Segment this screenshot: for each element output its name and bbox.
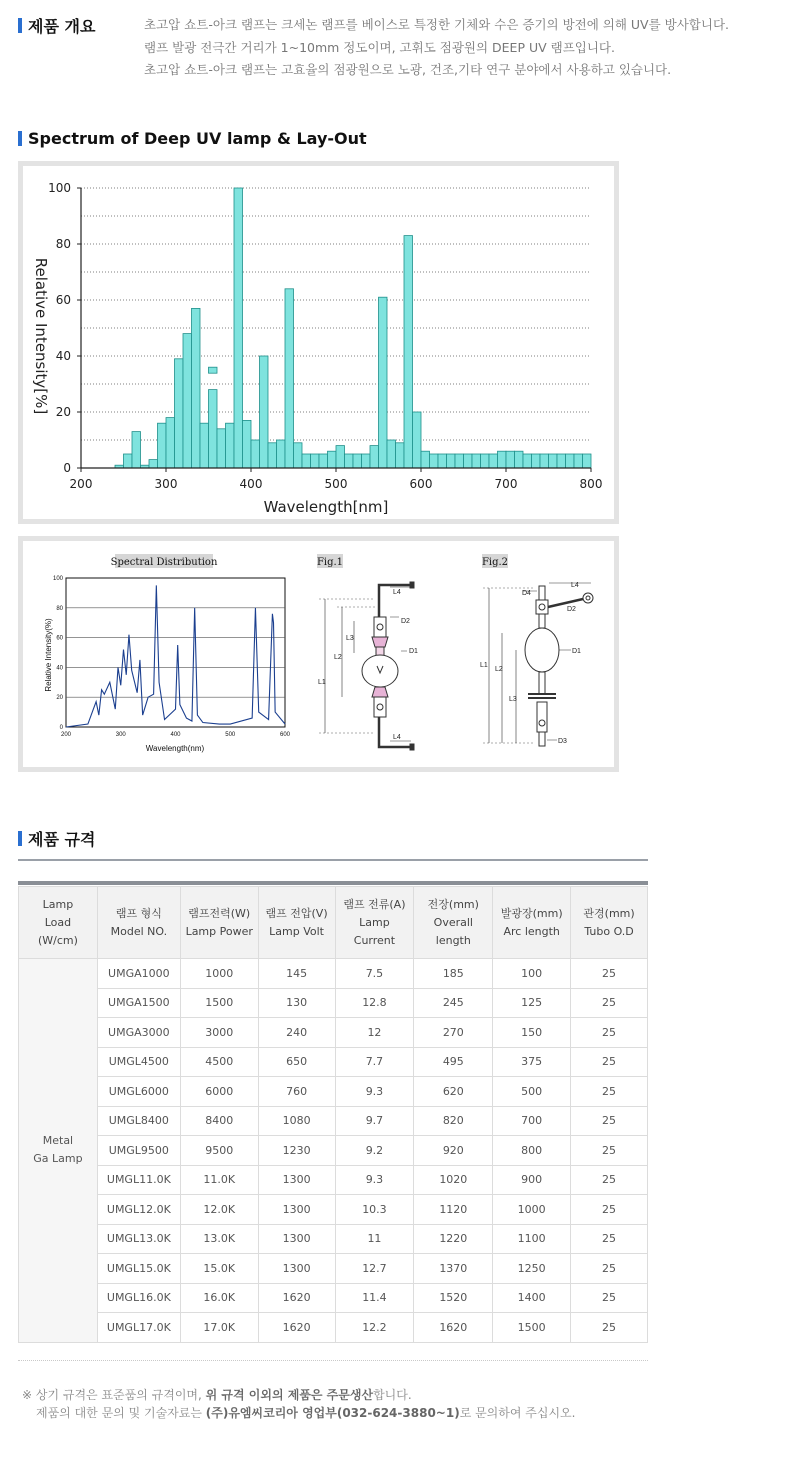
fig2-label: L1 bbox=[480, 662, 488, 669]
spectrum-bar bbox=[353, 454, 362, 468]
table-cell: UMGL16.0K bbox=[97, 1283, 180, 1313]
fig2-label: D1 bbox=[572, 648, 581, 655]
table-cell: 3000 bbox=[180, 1018, 258, 1048]
section-marker-icon bbox=[18, 131, 22, 146]
x-tick-label: 400 bbox=[170, 732, 181, 738]
x-axis-label: Wavelength[nm] bbox=[263, 498, 389, 516]
table-cell: 1300 bbox=[258, 1224, 335, 1254]
y-tick-label: 60 bbox=[56, 635, 63, 642]
overview-line: 램프 발광 전극간 거리가 1~10mm 정도이며, 고휘도 점광원의 DEEP UV 램프입니다. bbox=[144, 39, 615, 55]
spectrum-bar bbox=[192, 308, 201, 468]
table-row bbox=[19, 1165, 648, 1195]
column-header: 전장(mm) Overall length bbox=[414, 887, 493, 959]
table-cell: 700 bbox=[493, 1106, 571, 1136]
y-tick-label: 40 bbox=[55, 349, 71, 363]
x-tick-label: 800 bbox=[579, 477, 603, 491]
table-cell: 25 bbox=[571, 1195, 648, 1225]
x-axis-label: Wavelength(nm) bbox=[145, 744, 205, 753]
fig2-title: Fig.2 bbox=[481, 557, 509, 568]
table-cell: 1500 bbox=[493, 1313, 571, 1343]
table-cell: 4500 bbox=[180, 1047, 258, 1077]
table-cell: UMGL12.0K bbox=[97, 1195, 180, 1225]
table-cell: 1080 bbox=[258, 1106, 335, 1136]
fig1-label: L3 bbox=[346, 635, 354, 642]
spectrum-bar bbox=[379, 297, 388, 468]
y-axis-label: Relative Intensity(%) bbox=[44, 618, 53, 692]
spectrum-bar bbox=[294, 443, 303, 468]
table-cell: 13.0K bbox=[180, 1224, 258, 1254]
table-cell: 7.7 bbox=[335, 1047, 414, 1077]
fig1-label: D2 bbox=[401, 618, 410, 625]
spectrum-bar bbox=[217, 429, 226, 468]
table-row bbox=[19, 988, 648, 1018]
table-cell: 12.0K bbox=[180, 1195, 258, 1225]
column-header: Lamp Load (W/cm) bbox=[19, 887, 98, 959]
spectrum-bar bbox=[506, 451, 515, 468]
table-cell: 25 bbox=[571, 1224, 648, 1254]
section-marker-icon bbox=[18, 831, 22, 846]
spectrum-bar bbox=[583, 454, 592, 468]
table-cell: 920 bbox=[414, 1136, 493, 1166]
table-cell: 1120 bbox=[414, 1195, 493, 1225]
spectrum-bar-marker bbox=[209, 367, 218, 373]
spectrum-bar bbox=[464, 454, 473, 468]
fig1-label: D1 bbox=[409, 648, 418, 655]
spectrum-bar bbox=[124, 454, 133, 468]
fig1-title: Fig.1 bbox=[316, 557, 344, 568]
table-cell: 25 bbox=[571, 1136, 648, 1166]
x-tick-label: 300 bbox=[154, 477, 178, 491]
table-cell: 8400 bbox=[180, 1106, 258, 1136]
column-header: 발광장(mm) Arc length bbox=[493, 887, 571, 959]
spectrum-bar bbox=[566, 454, 575, 468]
table-cell: UMGA1500 bbox=[97, 988, 180, 1018]
table-row bbox=[19, 1136, 648, 1166]
table-cell: UMGL17.0K bbox=[97, 1313, 180, 1343]
layout-figures bbox=[23, 541, 614, 767]
table-cell: 1000 bbox=[493, 1195, 571, 1225]
table-cell: 15.0K bbox=[180, 1254, 258, 1284]
spectrum-bar bbox=[362, 454, 371, 468]
x-tick-label: 400 bbox=[239, 477, 263, 491]
table-row bbox=[19, 959, 648, 989]
table-cell: 1250 bbox=[493, 1254, 571, 1284]
spectrum-bar bbox=[540, 454, 549, 468]
table-row bbox=[19, 1254, 648, 1284]
spectrum-bar bbox=[166, 418, 175, 468]
spectrum-bar bbox=[549, 454, 558, 468]
spectrum-title: Spectrum of Deep UV lamp & Lay-Out bbox=[18, 129, 367, 148]
table-cell: 620 bbox=[414, 1077, 493, 1107]
lamp-type-cell: Metal Ga Lamp bbox=[19, 959, 98, 1343]
table-cell: 25 bbox=[571, 1077, 648, 1107]
table-header-row bbox=[19, 887, 648, 959]
table-cell: UMGL4500 bbox=[97, 1047, 180, 1077]
y-tick-label: 100 bbox=[48, 181, 71, 195]
spectrum-bar bbox=[430, 454, 439, 468]
table-cell: 12.8 bbox=[335, 988, 414, 1018]
table-cell: 1300 bbox=[258, 1195, 335, 1225]
table-bottom-border bbox=[18, 1360, 648, 1364]
fig2-label: D3 bbox=[558, 738, 567, 745]
table-cell: 25 bbox=[571, 1018, 648, 1048]
table-cell: 1370 bbox=[414, 1254, 493, 1284]
spectrum-bar bbox=[200, 423, 209, 468]
spectrum-bar bbox=[260, 356, 269, 468]
table-row bbox=[19, 1018, 648, 1048]
footer-note: ※ 상기 규격은 표준품의 규격이며, 위 규격 이외의 제품은 주문생산합니다. 제품의 대한 문의 및 기술자료는 (주)유엠씨코리아 영업부(032-624-3880~1)로 문의하여 주십시오. bbox=[22, 1388, 576, 1420]
spectrum-bar bbox=[370, 446, 379, 468]
spectrum-bar bbox=[481, 454, 490, 468]
table-cell: 17.0K bbox=[180, 1313, 258, 1343]
spectrum-bar bbox=[183, 334, 192, 468]
table-cell: 1220 bbox=[414, 1224, 493, 1254]
y-tick-label: 40 bbox=[56, 665, 63, 672]
table-cell: 7.5 bbox=[335, 959, 414, 989]
fig1-label: L2 bbox=[334, 654, 342, 661]
table-cell: 240 bbox=[258, 1018, 335, 1048]
layout-figure-frame bbox=[18, 536, 619, 772]
spectrum-bar-chart bbox=[23, 166, 614, 519]
spectral-distribution-title: Spectral Distribution bbox=[110, 557, 218, 568]
table-cell: 12 bbox=[335, 1018, 414, 1048]
spectrum-bar bbox=[251, 440, 260, 468]
spectrum-bar bbox=[498, 451, 507, 468]
y-tick-label: 60 bbox=[55, 293, 71, 307]
spectrum-bar bbox=[158, 423, 167, 468]
table-cell: 25 bbox=[571, 1313, 648, 1343]
spectrum-bar bbox=[532, 454, 541, 468]
table-cell: UMGA1000 bbox=[97, 959, 180, 989]
table-cell: 270 bbox=[414, 1018, 493, 1048]
table-cell: 1230 bbox=[258, 1136, 335, 1166]
spectrum-bar bbox=[319, 454, 328, 468]
overview-text bbox=[144, 14, 729, 82]
spectrum-bar bbox=[523, 454, 532, 468]
spectrum-bar bbox=[328, 451, 337, 468]
table-cell: 25 bbox=[571, 1047, 648, 1077]
table-cell: 1400 bbox=[493, 1283, 571, 1313]
table-cell: 375 bbox=[493, 1047, 571, 1077]
table-cell: 820 bbox=[414, 1106, 493, 1136]
spectrum-bar bbox=[175, 359, 184, 468]
spectrum-bar bbox=[455, 454, 464, 468]
x-tick-label: 300 bbox=[115, 732, 126, 738]
table-cell: 25 bbox=[571, 1106, 648, 1136]
table-cell: 25 bbox=[571, 1165, 648, 1195]
table-cell: 11.0K bbox=[180, 1165, 258, 1195]
spectrum-bar bbox=[421, 451, 430, 468]
table-cell: 245 bbox=[414, 988, 493, 1018]
overview-line: 초고압 쇼트-아크 램프는 고효율의 점광원으로 노광, 건조,기타 연구 분야에서 사용하고 있습니다. bbox=[144, 62, 672, 77]
specs-title: 제품 규격 bbox=[18, 827, 95, 850]
spec-table bbox=[18, 886, 648, 1343]
spectrum-bar bbox=[404, 236, 413, 468]
table-row bbox=[19, 1224, 648, 1254]
table-cell: 1520 bbox=[414, 1283, 493, 1313]
fig2-label: D2 bbox=[567, 606, 576, 613]
table-cell: 12.7 bbox=[335, 1254, 414, 1284]
table-cell: 130 bbox=[258, 988, 335, 1018]
fig2-lamp-drawing bbox=[483, 583, 593, 746]
table-cell: 9.3 bbox=[335, 1077, 414, 1107]
x-tick-label: 200 bbox=[60, 732, 72, 738]
x-tick-label: 500 bbox=[225, 732, 236, 738]
table-cell: 145 bbox=[258, 959, 335, 989]
table-cell: 25 bbox=[571, 959, 648, 989]
y-tick-label: 80 bbox=[55, 237, 71, 251]
x-tick-label: 600 bbox=[279, 732, 291, 738]
x-tick-label: 500 bbox=[324, 477, 348, 491]
table-cell: 6000 bbox=[180, 1077, 258, 1107]
table-cell: 150 bbox=[493, 1018, 571, 1048]
table-cell: UMGL11.0K bbox=[97, 1165, 180, 1195]
table-cell: 900 bbox=[493, 1165, 571, 1195]
table-row bbox=[19, 1047, 648, 1077]
table-cell: 1620 bbox=[258, 1283, 335, 1313]
fig2-label: L4 bbox=[571, 582, 579, 589]
spectrum-bar bbox=[268, 443, 277, 468]
fig1-lamp-drawing bbox=[319, 582, 414, 750]
section-marker-icon bbox=[18, 18, 22, 33]
spectrum-bar bbox=[345, 454, 354, 468]
x-tick-label: 700 bbox=[494, 477, 518, 491]
spectrum-bar bbox=[515, 451, 524, 468]
spectrum-bar bbox=[557, 454, 566, 468]
table-cell: 1000 bbox=[180, 959, 258, 989]
spectrum-chart-frame bbox=[18, 161, 619, 524]
table-cell: 9.2 bbox=[335, 1136, 414, 1166]
spectrum-bar bbox=[438, 454, 447, 468]
y-axis-label: Relative Intensity[%] bbox=[32, 257, 50, 415]
table-cell: UMGA3000 bbox=[97, 1018, 180, 1048]
y-tick-label: 0 bbox=[59, 725, 63, 731]
y-tick-label: 20 bbox=[56, 695, 63, 702]
spectrum-bar bbox=[311, 454, 320, 468]
spectrum-bar bbox=[243, 420, 252, 468]
table-cell: 1300 bbox=[258, 1165, 335, 1195]
overview-title: 제품 개요 bbox=[18, 14, 95, 37]
table-row bbox=[19, 1313, 648, 1343]
table-cell: 1620 bbox=[258, 1313, 335, 1343]
fig2-label: L2 bbox=[495, 666, 503, 673]
table-cell: 25 bbox=[571, 1283, 648, 1313]
fig1-label: L4 bbox=[393, 589, 401, 596]
y-tick-label: 0 bbox=[63, 461, 71, 475]
x-tick-label: 600 bbox=[409, 477, 433, 491]
table-cell: 11.4 bbox=[335, 1283, 414, 1313]
table-cell: 16.0K bbox=[180, 1283, 258, 1313]
spectrum-bar bbox=[336, 446, 345, 468]
table-row bbox=[19, 1077, 648, 1107]
table-cell: 500 bbox=[493, 1077, 571, 1107]
fig1-label: L4 bbox=[393, 734, 401, 741]
table-cell: UMGL8400 bbox=[97, 1106, 180, 1136]
fig2-label: D4 bbox=[522, 590, 531, 597]
table-cell: 25 bbox=[571, 1254, 648, 1284]
x-tick-label: 200 bbox=[69, 477, 93, 491]
table-cell: 650 bbox=[258, 1047, 335, 1077]
spectrum-bar bbox=[132, 432, 141, 468]
table-top-border bbox=[18, 859, 648, 887]
column-header: 램프 형식 Model NO. bbox=[97, 887, 180, 959]
table-cell: 9.3 bbox=[335, 1165, 414, 1195]
table-cell: UMGL9500 bbox=[97, 1136, 180, 1166]
table-cell: 9500 bbox=[180, 1136, 258, 1166]
table-cell: 1500 bbox=[180, 988, 258, 1018]
table-cell: 100 bbox=[493, 959, 571, 989]
table-cell: UMGL6000 bbox=[97, 1077, 180, 1107]
table-cell: 125 bbox=[493, 988, 571, 1018]
spectrum-bar bbox=[277, 440, 286, 468]
y-tick-label: 80 bbox=[56, 605, 63, 612]
spectrum-bar bbox=[234, 188, 243, 468]
table-cell: 1300 bbox=[258, 1254, 335, 1284]
spectrum-bar bbox=[226, 423, 235, 468]
fig1-label: L1 bbox=[318, 679, 326, 686]
spectrum-bar bbox=[413, 412, 422, 468]
column-header: 램프 전압(V) Lamp Volt bbox=[258, 887, 335, 959]
spectrum-bar bbox=[387, 440, 396, 468]
table-cell: 185 bbox=[414, 959, 493, 989]
spectrum-bar bbox=[285, 289, 294, 468]
table-row bbox=[19, 1283, 648, 1313]
spectrum-bar bbox=[209, 390, 218, 468]
overview-line: 초고압 쇼트-아크 램프는 크세논 램프를 베이스로 특정한 기체와 수은 증기의 방전에 의해 UV를 방사합니다. bbox=[144, 17, 729, 32]
column-header: 램프 전류(A) Lamp Current bbox=[335, 887, 414, 959]
table-cell: UMGL15.0K bbox=[97, 1254, 180, 1284]
spectrum-bar bbox=[472, 454, 481, 468]
table-row bbox=[19, 1106, 648, 1136]
spectrum-bar bbox=[396, 443, 405, 468]
table-cell: 495 bbox=[414, 1047, 493, 1077]
table-cell: UMGL13.0K bbox=[97, 1224, 180, 1254]
table-cell: 1020 bbox=[414, 1165, 493, 1195]
table-cell: 25 bbox=[571, 988, 648, 1018]
spectrum-bar bbox=[149, 460, 158, 468]
table-cell: 11 bbox=[335, 1224, 414, 1254]
table-cell: 9.7 bbox=[335, 1106, 414, 1136]
table-cell: 760 bbox=[258, 1077, 335, 1107]
table-cell: 1620 bbox=[414, 1313, 493, 1343]
y-tick-label: 100 bbox=[52, 576, 63, 582]
spectrum-bar bbox=[574, 454, 583, 468]
column-header: 램프전력(W) Lamp Power bbox=[180, 887, 258, 959]
column-header: 관경(mm) Tubo O.D bbox=[571, 887, 648, 959]
y-tick-label: 20 bbox=[55, 405, 71, 419]
table-cell: 1100 bbox=[493, 1224, 571, 1254]
table-row bbox=[19, 1195, 648, 1225]
table-cell: 800 bbox=[493, 1136, 571, 1166]
spectrum-bar bbox=[447, 454, 456, 468]
spectrum-bar bbox=[489, 454, 498, 468]
table-cell: 10.3 bbox=[335, 1195, 414, 1225]
spectrum-bar bbox=[302, 454, 311, 468]
fig2-label: L3 bbox=[509, 696, 517, 703]
table-cell: 12.2 bbox=[335, 1313, 414, 1343]
